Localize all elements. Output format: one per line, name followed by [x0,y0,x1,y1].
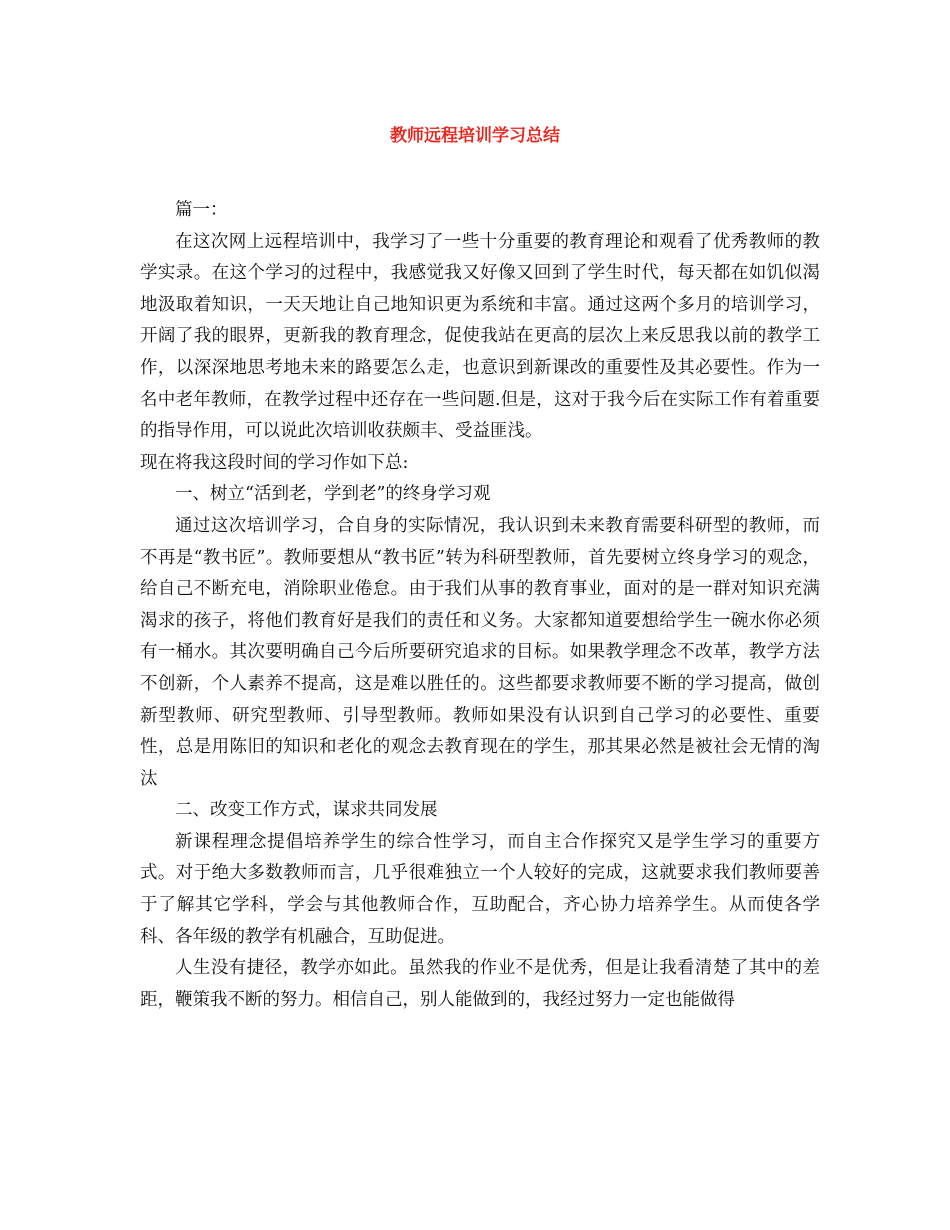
heading-lifelong-learning: 一、树立“活到老，学到老”的终身学习观 [175,484,491,505]
paragraph-summary-lead: 现在将我这段时间的学习作如下总: [140,452,409,473]
document-body [140,195,820,1016]
paragraph-work-method: 新课程理念提倡培养学生的综合性学习，而自主合作探究又是学生学习的重要方式。对于绝大多数教师而言，几乎很难独立一个人较好的完成，这就要求我们教师要善于了解其它学科，学会与其他教师合作，互助配合，齐心协力培养学生。从而使各学科、各年级的教学有机融合，互助促进。 [140,831,820,947]
paragraph-lifelong-learning: 通过这次培训学习，合自身的实际情况，我认识到未来教育需要科研型的教师，而不再是“教书匠”。教师要想从“教书匠”转为科研型教师，首先要树立终身学习的观念，给自己不断充电，消除职业倦怠。由于我们从事的教育事业，面对的是一群对知识充满渴求的孩子，将他们教育好是我们的责任和义务。大家都知道要想给学生一碗水你必须有一桶水。其次要明确自己今后所要研究追求的目标。如果教学理念不改革，教学方法不创新，个人素养不提高，这是难以胜任的。这些都要求教师要不断的学习提高，做创新型教师、研究型教师、引导型教师。教师如果没有认识到自己学习的必要性、重要性，总是用陈旧的知识和老化的观念去教育现在的学生，那其果必然是被社会无情的淘汰 [140,515,820,789]
document-title: 教师远程培训学习总结 [390,126,560,146]
paragraph-section-label: 篇一： [175,200,228,220]
paragraph-intro: 在这次网上远程培训中，我学习了一些十分重要的教育理论和观看了优秀教师的教学实录。在这个学习的过程中，我感觉我又好像又回到了学生时代，每天都在如饥似渴地汲取着知识，一天天地让自己地知识更为系统和丰富。通过这两个多月的培训学习，开阔了我的眼界，更新我的教育理念，促使我站在更高的层次上来反思我以前的教学工作，以深深地思考地未来的路要怎么走，也意识到新课改的重要性及其必要性。作为一名中老年教师，在教学过程中还存在一些问题.但是，这对于我今后在实际工作有着重要的指导作用，可以说此次培训收获颇丰、受益匪浅。 [140,231,820,442]
paragraph-no-shortcut: 人生没有捷径，教学亦如此。虽然我的作业不是优秀，但是让我看清楚了其中的差距，鞭策我不断的努力。相信自己，别人能做到的，我经过努力一定也能做得 [140,958,820,1010]
heading-work-method: 二、改变工作方式，谋求共同发展 [175,800,438,821]
